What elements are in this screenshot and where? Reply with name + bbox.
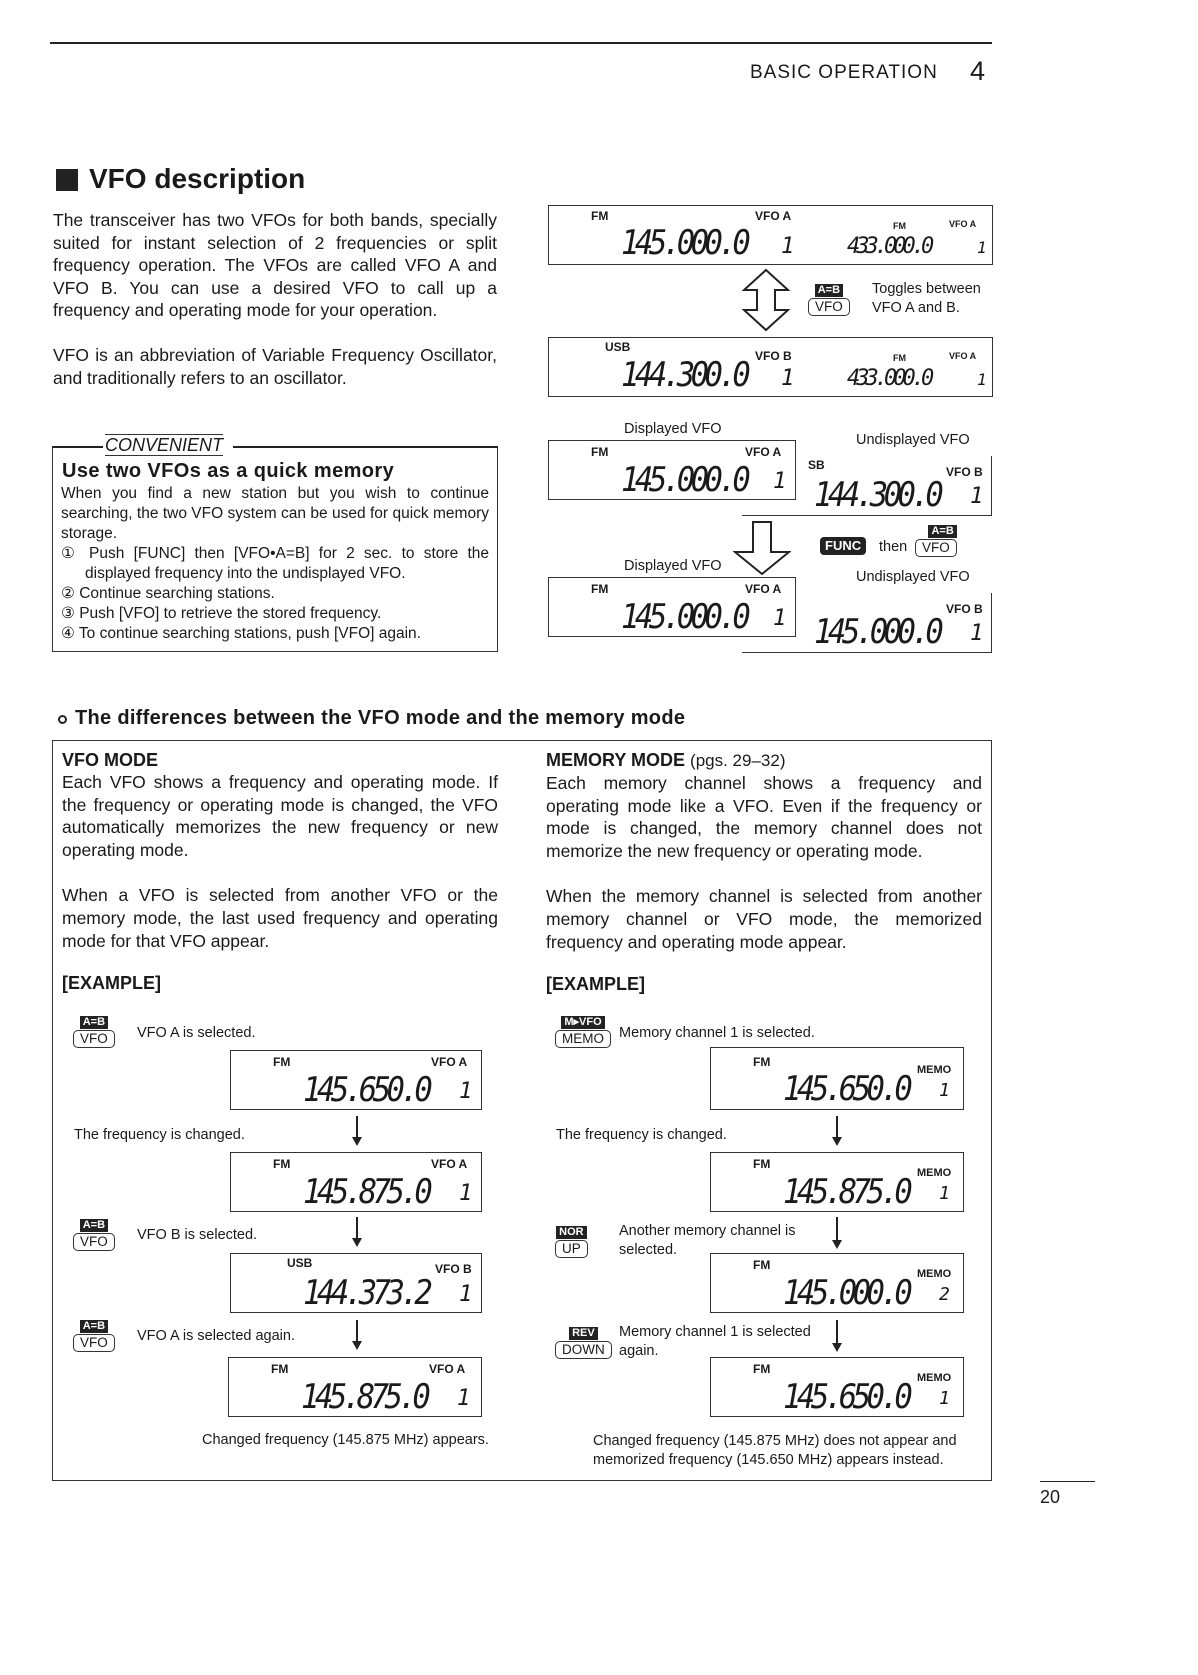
lcd-display: USB VFO B 144.373.2 1 [230,1253,482,1313]
down-key: REV DOWN [555,1323,612,1359]
convenient-step: ② Continue searching stations. [61,585,275,602]
memo-key: M▸VFO MEMO [555,1012,611,1048]
step-caption: Memory channel 1 is selected. [619,1025,815,1041]
intro [53,209,497,389]
up-key: NOR UP [555,1222,588,1258]
lcd-display: FM MEMO 145.875.0 1 [710,1152,964,1212]
step-caption: Memory channel 1 is selected again. [619,1324,811,1359]
intro-paragraph: The transceiver has two VFOs for both bands, specially suited for instant selection of 2 frequencies or split frequency operation. The VFOs are called VFO A and VFO B. You can use a desired VFO to call up a frequency and operating mode for your operation. [53,210,497,321]
step-caption: The frequency is changed. [74,1127,245,1143]
memory-example-caption: Changed frequency (145.875 MHz) does not appear and memorized frequency (145.650 MHz) appears instead. [593,1433,957,1468]
intro-paragraph: VFO is an abbreviation of Variable Frequency Oscillator, and traditionally refers to an oscillator. [53,344,497,388]
down-arrow-icon [733,520,791,576]
undisplayed-vfo-label: Undisplayed VFO [856,432,970,448]
lcd-display: FM VFO A 145.650.0 1 [230,1050,482,1110]
lcd-display-vfo-a: FM VFO A 145.000.0 1 FM VFO A 433.000.0 1 [548,205,993,265]
lcd-display: FM MEMO 145.000.0 2 [710,1253,964,1313]
lcd-display: FM MEMO 145.650.0 1 [710,1357,964,1417]
vfo-key: A=B VFO [73,1012,115,1048]
convenient-heading: Use two VFOs as a quick memory [62,460,395,482]
section-header: BASIC OPERATION [750,62,938,83]
undisplayed-lcd-before: SB VFO B 144.300.0 1 [742,456,992,516]
convenient-tag: CONVENIENT [105,435,224,455]
down-arrow-icon [356,1320,358,1348]
page-title: VFO description [89,163,306,194]
func-key: FUNC [820,537,866,555]
convenient-body: When you find a new station but you wish to continue searching, the two VFO system can be used for quick memory storage. [61,485,489,542]
top-rule [50,42,992,44]
memory-mode-paragraph: When the memory channel is selected from another memory channel or VFO mode, the memorized frequency and operating mode appear. [546,886,982,952]
lcd-display: FM VFO A 145.875.0 1 [228,1357,482,1417]
displayed-vfo-label: Displayed VFO [624,421,722,437]
then-text: then [879,539,908,555]
lcd-display-vfo-b: USB VFO B 144.300.0 1 FM VFO A 433.000.0 1 [548,337,993,397]
displayed-lcd-before: FM VFO A 145.000.0 1 [548,440,796,500]
memory-mode-heading: MEMORY MODE (pgs. 29–32) [546,750,786,770]
lcd-display: FM MEMO 145.650.0 1 [710,1047,964,1110]
down-arrow-icon [836,1320,838,1350]
displayed-lcd-after: FM VFO A 145.000.0 1 [548,577,796,637]
convenient-step: ③ Push [VFO] to retrieve the stored frequency. [61,605,382,622]
toggle-caption: Toggles between VFO A and B. [872,281,981,316]
page-number: 20 [1040,1487,1061,1507]
memory-mode-paragraph: Each memory channel shows a frequency and operating mode like a VFO. Even if the frequency or mode is changed, the memory channel does not memorize the new frequency or operating mode. [546,773,982,861]
lcd-display: FM VFO A 145.875.0 1 [230,1152,482,1212]
differences-heading: The differences between the VFO mode and the memory mode [75,707,686,729]
vfo-example-caption: Changed frequency (145.875 MHz) appears. [202,1432,489,1448]
down-arrow-icon [356,1116,358,1144]
vfo-key: A=B VFO [808,280,850,316]
vfo-key: A=B VFO [73,1215,115,1251]
step-caption: VFO B is selected. [137,1227,258,1243]
down-arrow-icon [836,1116,838,1144]
memory-example-heading: [EXAMPLE] [546,974,645,995]
vfo-a-b-key: A=B VFO [915,521,957,557]
bullet-icon [58,715,67,724]
step-caption: VFO A is selected. [137,1025,256,1041]
step-caption: The frequency is changed. [556,1127,727,1143]
undisplayed-lcd-after: VFO B 145.000.0 1 [742,593,992,653]
step-caption: Another memory channel is selected. [619,1223,796,1258]
chapter-number: 4 [970,56,986,86]
double-arrow-icon [742,268,790,332]
convenient-step: ① Push [FUNC] then [VFO•A=B] for 2 sec. to store the displayed frequency into the undisplayed VFO. [61,545,489,582]
vfo-example-heading: [EXAMPLE] [62,973,161,994]
convenient-step: ④ To continue searching stations, push [VFO] again. [61,625,421,642]
vfo-mode-paragraph: Each VFO shows a frequency and operating mode. If the frequency or operating mode is changed, the VFO automatically memorizes the new frequency or new operating mode. [62,772,498,860]
undisplayed-vfo-label: Undisplayed VFO [856,569,970,585]
vfo-key: A=B VFO [73,1316,115,1352]
vfo-mode-paragraph: When a VFO is selected from another VFO or the memory mode, the last used frequency and operating mode for that VFO appear. [62,885,498,951]
displayed-vfo-label: Displayed VFO [624,558,722,574]
down-arrow-icon [836,1217,838,1247]
vfo-mode-heading: VFO MODE [62,750,159,770]
page-number-rule [1040,1481,1095,1482]
vfo-mode-column [62,749,498,994]
memory-mode-column [546,749,982,995]
step-caption: VFO A is selected again. [137,1328,295,1344]
convenient-box [52,435,498,652]
down-arrow-icon [356,1217,358,1245]
title-square-icon [56,169,78,191]
